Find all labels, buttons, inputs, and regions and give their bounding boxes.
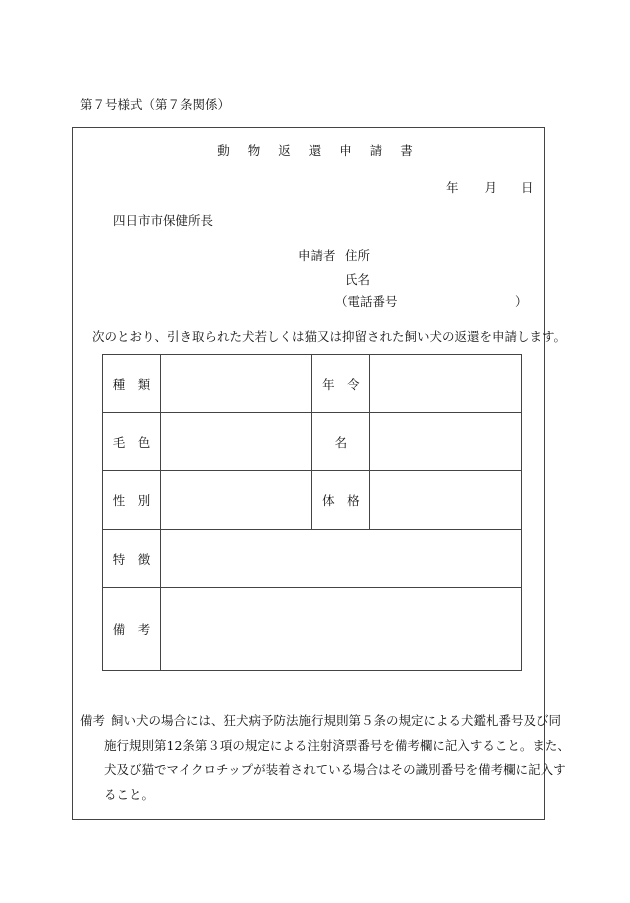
title-char: 書 [400,143,413,158]
remarks-heading: 備考 [80,713,106,728]
applicant-phone-close: ） [515,294,528,309]
title-char: 返 [278,143,291,158]
sex-field[interactable] [160,471,312,530]
pet-name-field[interactable] [370,413,522,471]
remarks-line: ること。 [104,786,155,802]
applicant-name-field[interactable]: 氏名 [345,272,371,287]
application-statement: 次のとおり、引き取られた犬若しくは猫又は抑留された飼い犬の返還を申請します。 [92,329,567,344]
remarks-section [80,709,570,807]
date-day-field[interactable]: 日 [521,180,534,195]
remarks-line: 飼い犬の場合には、狂犬病予防法施行規則第５条の規定による犬鑑札番号及び同 [111,713,562,728]
date-line [446,178,534,196]
remarks-line: 犬及び猫でマイクロチップが装着されている場合はその識別番号を備考欄に記入す [104,762,566,777]
addressee: 四日市市保健所長 [113,213,214,228]
coat-color-field[interactable] [160,413,312,471]
title-char: 物 [247,143,261,158]
title-char: 還 [308,143,322,158]
form-number-label: 第７号様式（第７条関係） [80,97,231,112]
animal-details-table [102,354,522,671]
notes-label: 備 考 [103,588,161,671]
sex-label: 性 別 [103,471,161,530]
build-label: 体 格 [312,471,370,530]
remarks-line: 施行規則第12条第３項の規定による注射済票番号を備考欄に記入すること。また、 [104,737,570,753]
age-field[interactable] [370,355,522,413]
features-field[interactable] [160,530,521,588]
age-label: 年 令 [312,355,370,413]
build-field[interactable] [370,471,522,530]
notes-field[interactable] [160,588,521,671]
title-char: 請 [369,143,383,158]
remarks-body [104,709,570,807]
date-month-field[interactable]: 月 [484,180,498,195]
document-title [0,141,630,159]
date-year-field[interactable]: 年 [446,180,459,195]
kind-field[interactable] [160,355,312,413]
applicant-label: 申請者 [298,248,336,263]
title-char: 申 [339,143,352,158]
title-char: 動 [217,143,230,158]
coat-color-label: 毛 色 [103,413,161,471]
applicant-address-field[interactable]: 住所 [345,248,371,263]
kind-label: 種 類 [103,355,161,413]
pet-name-label: 名 [312,413,370,471]
applicant-phone-field[interactable]: （電話番号 [335,294,398,309]
features-label: 特 徴 [103,530,161,588]
